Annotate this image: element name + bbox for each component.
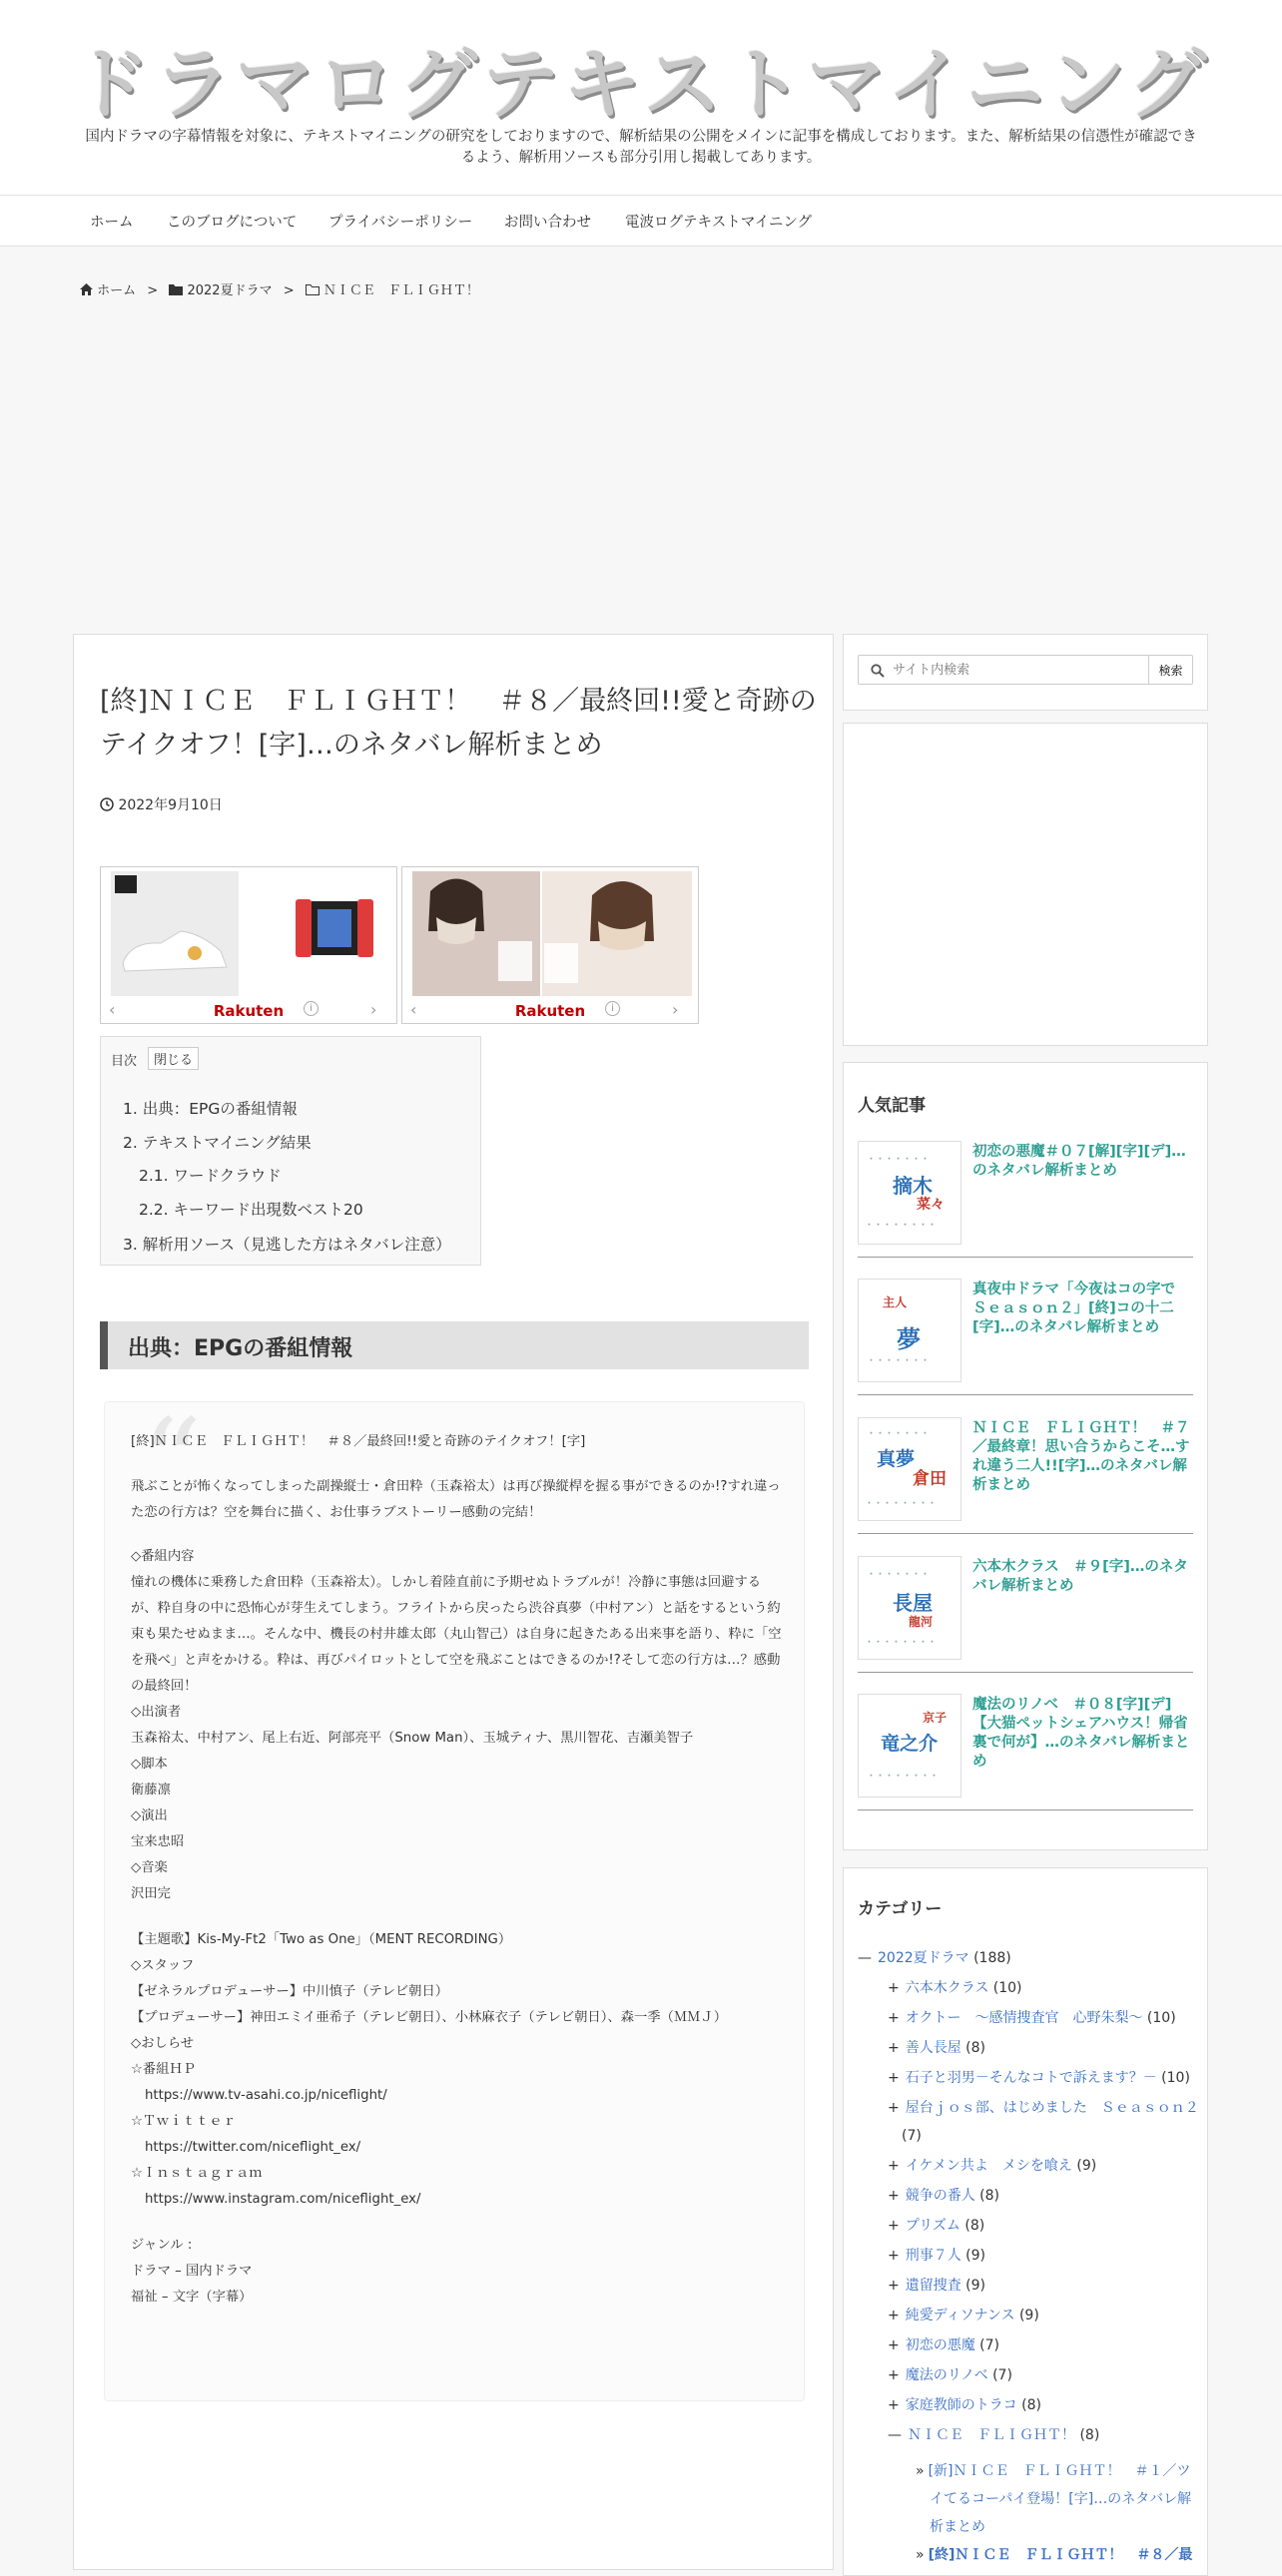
category-link[interactable]: イケメン共よ メシを喰え: [905, 2158, 1072, 2174]
nav-denpa-log[interactable]: 電波ログテキストマイニング: [625, 215, 813, 231]
sidebar-ad-space: [843, 723, 1208, 1046]
category-item: [888, 2008, 1176, 2028]
chevron-right-icon[interactable]: ›: [672, 1000, 679, 1019]
article: [73, 634, 834, 2570]
epg-summary: 飛ぶことが怖くなってしまった副操縦士・倉田粋（玉森裕太）は再び操縦桿を握る事ができるのか!?すれ違った恋の行方は？空を舞台に描く、お仕事ラブストーリー感動の完結！: [131, 1479, 781, 1520]
epg-writer: 衛藤凛: [131, 1783, 171, 1798]
wordcloud-thumbnail: 摘木 菜々 ・・・・・・・ ・・・・・・・・: [858, 1141, 962, 1245]
search-widget: [843, 634, 1208, 711]
category-link[interactable]: 初恋の悪魔: [905, 2337, 975, 2353]
epg-twitter-url: https://twitter.com/niceflight_ex/: [145, 2140, 361, 2155]
category-count: (8): [960, 2218, 985, 2234]
breadcrumb: [80, 279, 479, 299]
epg-cast-label: ◇出演者: [131, 1705, 182, 1720]
popular-item[interactable]: [858, 1133, 1193, 1258]
site-logo[interactable]: ドラマログテキストマイニング: [71, 40, 1211, 130]
expand-icon[interactable]: +: [888, 2248, 900, 2264]
toc-item-2-2[interactable]: 2.2. キーワード出現数ベスト20: [139, 1201, 363, 1219]
toc-label: 目次: [111, 1054, 138, 1069]
epg-music: 沢田完: [131, 1886, 171, 1901]
expand-icon[interactable]: +: [888, 2278, 900, 2294]
category-count: (10): [1156, 2070, 1190, 2086]
breadcrumb-separator: >: [147, 283, 159, 298]
category-count: (7): [974, 2337, 1000, 2353]
epg-cast: 玉森裕太、中村アン、尾上右近、阿部亮平（Snow Man）、玉城ティナ、黒川智花、吉瀬美智子: [131, 1731, 694, 1746]
category-item-2022-summer: [858, 1948, 1011, 1968]
epg-hp-label: ☆番組ＨＰ: [131, 2062, 197, 2077]
category-count: (8): [974, 2188, 1000, 2204]
popular-item[interactable]: [858, 1409, 1193, 1534]
category-item: [888, 2246, 985, 2266]
expand-icon[interactable]: +: [888, 2367, 900, 2383]
category-item: [888, 2306, 1039, 2325]
epg-genre-2: 福祉 – 文字（字幕）: [131, 2290, 253, 2305]
epg-content: 憧れの機体に乗務した倉田粋（玉森裕太）。しかし着陸直前に予期せぬトラブルが！冷静に事態は回避するが、粋自身の中に恐怖心が芽生えてしまう。フライトから戻ったら渋谷真夢（中村アン）と話をするという約束も果たせぬまま…。そんな中、機長の村井雄太郎（丸山智己）は自身に起きたある出来事を語り、粋に「空を飛べ」と声をかける。粋は、再びパイロットとして空を飛ぶことはできるのか!?そして恋の行方は…？感動の最終回！: [131, 1575, 782, 1694]
wordcloud-thumbnail: 竜之介 京子 ・・・・・・・・: [858, 1694, 962, 1798]
toc-item-2[interactable]: 2. テキストマイニング結果: [123, 1134, 312, 1152]
popular-posts-widget: [843, 1062, 1208, 1850]
post-date-text: 2022年9月10日: [118, 797, 223, 813]
epg-director-label: ◇演出: [131, 1808, 168, 1823]
chevron-left-icon[interactable]: ‹: [410, 1000, 417, 1019]
category-item: [888, 2186, 999, 2206]
info-icon[interactable]: i: [304, 1001, 319, 1016]
epg-title: [終]ＮＩＣＥ ＦＬＩＧＨＴ！ ＃８／最終回!!愛と奇跡のテイクオフ！[字]: [131, 1434, 586, 1449]
chevron-right-icon[interactable]: ›: [370, 1000, 377, 1019]
toc-item-3[interactable]: 3. 解析用ソース（見逃した方はネタバレ注意）: [123, 1236, 451, 1254]
epg-music-label: ◇音楽: [131, 1860, 168, 1875]
expand-icon[interactable]: +: [888, 2010, 900, 2026]
category-link[interactable]: 遺留捜査: [905, 2278, 962, 2294]
folder-icon: [169, 284, 183, 299]
popular-item-title[interactable]: ＮＩＣＥ ＦＬＩＧＨＴ！ ＃７／最終章！思い合うからこそ…すれ違う二人!![字]…のネタバレ解析まとめ: [972, 1420, 1190, 1493]
expand-icon[interactable]: +: [888, 2218, 900, 2234]
category-link[interactable]: 家庭教師のトラコ: [905, 2397, 1017, 2413]
epg-producer: 【プロデューサー】神田エミイ亜希子（テレビ朝日）、小林麻衣子（テレビ朝日）、森一季（ＭＭＪ）: [131, 2010, 728, 2025]
popular-item-title[interactable]: 魔法のリノベ ＃０８[字][デ]【大猫ペットシェアハウス！帰省裏で何が】…のネタバレ解析まとめ: [972, 1697, 1190, 1770]
category-item: [888, 2216, 984, 2236]
category-count: (9): [1071, 2158, 1097, 2174]
wordcloud-thumbnail: 真夢 倉田 ・・・・・・・ ・・・・・・・・: [858, 1417, 962, 1521]
table-of-contents: [100, 1036, 481, 1266]
collapse-icon[interactable]: —: [858, 1950, 872, 1966]
category-link[interactable]: プリズム: [905, 2218, 961, 2234]
category-link[interactable]: 刑事７人: [905, 2248, 962, 2264]
expand-icon[interactable]: +: [888, 2070, 900, 2086]
toc-item-1[interactable]: 1. 出典：EPGの番組情報: [123, 1100, 298, 1118]
category-link[interactable]: ＮＩＣＥ ＦＬＩＧＨＴ！: [908, 2427, 1075, 2443]
popular-item[interactable]: [858, 1271, 1193, 1395]
epg-writer-label: ◇脚本: [131, 1757, 168, 1772]
expand-icon[interactable]: +: [888, 2188, 900, 2204]
site-header: [0, 0, 1282, 195]
category-link[interactable]: 六本木クラス: [905, 1980, 989, 1996]
epg-theme: 【主題歌】Kis-My-Ft2「Two as One」（MENT RECORDING）: [131, 1932, 512, 1947]
category-item: [888, 2395, 1041, 2415]
expand-icon[interactable]: +: [888, 1980, 900, 1996]
category-count: (8): [961, 2040, 986, 2056]
home-icon: [80, 284, 93, 299]
popular-item[interactable]: [858, 1548, 1193, 1673]
epg-notice-label: ◇おしらせ: [131, 2036, 195, 2051]
category-count: (8): [1075, 2427, 1100, 2443]
popular-item-title[interactable]: 初恋の悪魔＃０７[解][字][デ]…のネタバレ解析まとめ: [972, 1144, 1186, 1179]
folder-open-icon: [306, 284, 320, 299]
section-heading-bar: [100, 1321, 809, 1369]
rakuten-logo: Rakuten: [514, 1002, 586, 1020]
global-nav: [0, 195, 1282, 247]
site-tagline: 国内ドラマの字幕情報を対象に、テキストマイニングの研究をしておりますので、解析結果の公開をメインに記事を構成しております。また、解析結果の信憑性が確認できるよう、解析用ソースも部分引用し掲載してあります。: [85, 129, 1197, 166]
expand-icon[interactable]: +: [888, 2397, 900, 2413]
breadcrumb-separator: >: [283, 283, 295, 298]
epg-hp-url: https://www.tv-asahi.co.jp/niceflight/: [145, 2088, 387, 2103]
category-post-link-current[interactable]: » [終]ＮＩＣＥ ＦＬＩＧＨＴ！ ＃８／最: [916, 2547, 1193, 2563]
collapse-icon[interactable]: —: [888, 2427, 902, 2443]
nav-contact[interactable]: お問い合わせ: [504, 215, 591, 231]
epg-instagram-url: https://www.instagram.com/niceflight_ex/: [145, 2192, 421, 2207]
quote-icon: “: [141, 1394, 203, 1533]
ad-image-mask-2[interactable]: [542, 871, 692, 996]
category-count: (188): [973, 1950, 1011, 1966]
breadcrumb-category[interactable]: 2022夏ドラマ: [187, 283, 273, 298]
nav-home[interactable]: ホーム: [90, 215, 134, 231]
rakuten-logo: Rakuten: [213, 1002, 285, 1020]
popular-title: 人気記事: [858, 1096, 926, 1116]
post-date: [100, 794, 223, 814]
category-item: [888, 2365, 1012, 2385]
category-count: (9): [1014, 2308, 1039, 2323]
post-title: [終]ＮＩＣＥ ＦＬＩＧＨＴ！ ＃８／最終回!!愛と奇跡のテイクオフ！[字]…のネタバレ解析まとめ: [100, 686, 817, 761]
category-link[interactable]: 石子と羽男－そんなコトで訴えます？－: [905, 2070, 1157, 2086]
epg-staff-label: ◇スタッフ: [131, 1958, 195, 1973]
epg-twitter-label: ☆Ｔｗｉｔｔｅｒ: [131, 2114, 236, 2129]
popular-item[interactable]: [858, 1686, 1193, 1810]
category-count: (9): [961, 2278, 986, 2294]
popular-item-title[interactable]: 真夜中ドラマ「今夜はコの字で Ｓｅａｓｏｎ２」[終]コの十二[字]…のネタバレ解析まとめ: [972, 1282, 1190, 1335]
category-item: [888, 2425, 1099, 2445]
epg-content-label: ◇番組内容: [131, 1549, 195, 1564]
chevron-left-icon[interactable]: ‹: [109, 1000, 116, 1019]
ad-image-switch[interactable]: [241, 871, 390, 996]
ad-image-sneaker[interactable]: [111, 871, 239, 996]
category-link[interactable]: 魔法のリノベ: [905, 2367, 988, 2383]
category-count: (10): [1142, 2010, 1176, 2026]
category-link[interactable]: 競争の番人: [905, 2188, 975, 2204]
info-icon[interactable]: i: [605, 1001, 620, 1016]
breadcrumb-home[interactable]: ホーム: [97, 283, 137, 298]
section-heading: 出典：EPGの番組情報: [128, 1336, 353, 1361]
nav-about[interactable]: このブログについて: [167, 215, 298, 231]
wordcloud-thumbnail: 夢 主人 ・・・・・・・: [858, 1279, 962, 1382]
category-item: [888, 2335, 999, 2355]
expand-icon[interactable]: +: [888, 2040, 900, 2056]
category-item: [888, 1978, 1022, 1998]
expand-icon[interactable]: +: [888, 2308, 900, 2323]
toc-item-2-1[interactable]: 2.1. ワードクラウド: [139, 1167, 282, 1185]
category-link[interactable]: 2022夏ドラマ: [878, 1950, 969, 1966]
epg-genre-1: ドラマ – 国内ドラマ: [131, 2264, 253, 2279]
expand-icon[interactable]: +: [888, 2158, 900, 2174]
category-count: (9): [961, 2248, 986, 2264]
epg-instagram-label: ☆Ｉｎｓｔａｇｒａｍ: [131, 2166, 263, 2181]
expand-icon[interactable]: +: [888, 2100, 900, 2116]
category-post-link[interactable]: » [新]ＮＩＣＥ ＦＬＩＧＨＴ！ ＃１／ツ イてるコーパイ登場！[字]…のネタバレ解 析まとめ: [916, 2463, 1192, 2535]
category-title: カテゴリー: [858, 1899, 943, 1919]
category-count: (7): [902, 2128, 922, 2144]
category-count: (10): [988, 1980, 1022, 1996]
category-item: [888, 2068, 1190, 2088]
category-link[interactable]: 純愛ディソナンス: [905, 2308, 1015, 2323]
epg-genre-label: ジャンル :: [131, 2238, 193, 2253]
search-form: [858, 655, 1193, 685]
category-count: (8): [1016, 2397, 1042, 2413]
toc-close-button[interactable]: 閉じる: [148, 1047, 199, 1070]
category-count-wrapped: [902, 2126, 922, 2146]
epg-gp: 【ゼネラルプロデューサー】中川慎子（テレビ朝日）: [131, 1984, 449, 1999]
epg-director: 宝来忠昭: [131, 1834, 185, 1849]
category-link[interactable]: 善人長屋: [905, 2040, 962, 2056]
rakuten-ad-2[interactable]: [401, 866, 699, 1024]
category-link[interactable]: オクトー ～感情捜査官 心野朱梨～: [905, 2010, 1143, 2026]
popular-item-title[interactable]: 六本木クラス ＃９[字]…のネタバレ解析まとめ: [972, 1559, 1188, 1594]
category-item: [888, 2156, 1096, 2176]
epg-blockquote: [104, 1394, 805, 2401]
category-widget: [843, 1867, 1208, 2576]
nav-privacy[interactable]: プライバシーポリシー: [328, 215, 473, 231]
search-button[interactable]: 検索: [1148, 656, 1192, 684]
breadcrumb-current[interactable]: ＮＩＣＥ ＦＬＩＧＨＴ！: [322, 283, 479, 298]
category-link[interactable]: 屋台ｊｏｓ部、はじめました Ｓｅａｓｏｎ２: [905, 2100, 1199, 2116]
rakuten-ad-1[interactable]: [100, 866, 397, 1024]
category-item: [888, 2098, 1199, 2118]
ad-image-mask-1[interactable]: [412, 871, 540, 996]
category-count: (7): [987, 2367, 1012, 2383]
category-item: [888, 2276, 985, 2296]
search-input[interactable]: [859, 656, 1148, 684]
expand-icon[interactable]: +: [888, 2337, 900, 2353]
clock-icon: [100, 797, 114, 813]
category-item: [888, 2038, 985, 2058]
wordcloud-thumbnail: 長屋 龍河 ・・・・・・・ ・・・・・・・・: [858, 1556, 962, 1660]
